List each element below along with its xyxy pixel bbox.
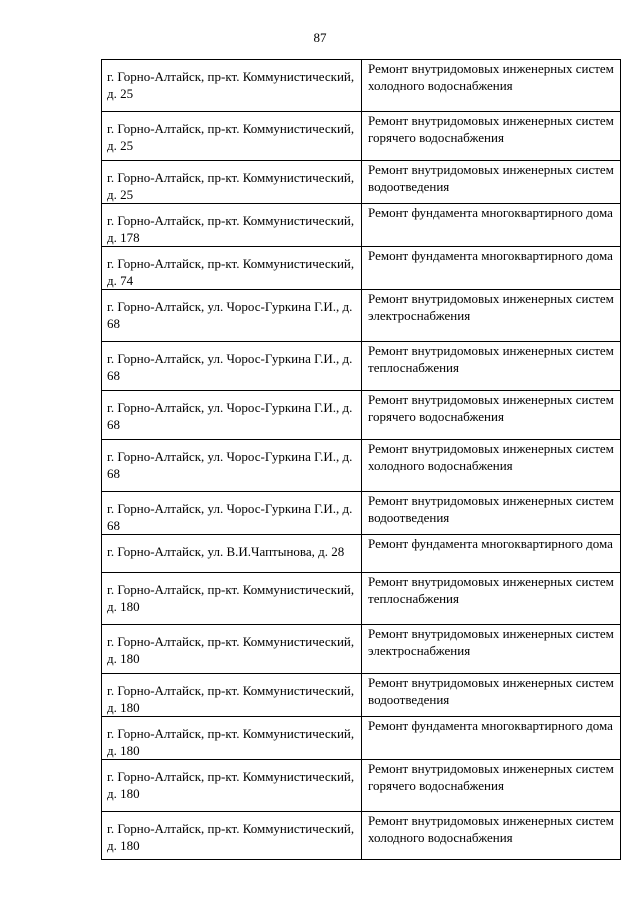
work-type-cell: Ремонт внутридомовых инженерных систем электроснабжения (362, 290, 621, 342)
work-type-cell: Ремонт внутридомовых инженерных систем горячего водоснабжения (362, 760, 621, 812)
table-row (102, 492, 621, 535)
table-row (102, 112, 621, 161)
address-cell: г. Горно-Алтайск, пр-кт. Коммунистический, д. 180 (102, 625, 362, 674)
work-type-cell: Ремонт внутридомовых инженерных систем теплоснабжения (362, 573, 621, 625)
work-type-cell: Ремонт внутридомовых инженерных систем электроснабжения (362, 625, 621, 674)
table-row (102, 204, 621, 247)
address-cell: г. Горно-Алтайск, пр-кт. Коммунистический, д. 25 (102, 112, 362, 161)
work-type-cell: Ремонт фундамента многоквартирного дома (362, 717, 621, 760)
table-row (102, 760, 621, 812)
table-row (102, 535, 621, 573)
work-type-cell: Ремонт внутридомовых инженерных систем холодного водоснабжения (362, 440, 621, 492)
table-row (102, 625, 621, 674)
address-cell: г. Горно-Алтайск, пр-кт. Коммунистический, д. 180 (102, 573, 362, 625)
address-cell: г. Горно-Алтайск, пр-кт. Коммунистический, д. 180 (102, 812, 362, 860)
address-cell: г. Горно-Алтайск, ул. Чорос-Гуркина Г.И., д. 68 (102, 440, 362, 492)
address-cell: г. Горно-Алтайск, ул. Чорос-Гуркина Г.И., д. 68 (102, 342, 362, 391)
table-row (102, 60, 621, 112)
work-type-cell: Ремонт внутридомовых инженерных систем горячего водоснабжения (362, 112, 621, 161)
work-type-cell: Ремонт внутридомовых инженерных систем водоотведения (362, 492, 621, 535)
table-row (102, 391, 621, 440)
address-cell: г. Горно-Алтайск, пр-кт. Коммунистический, д. 25 (102, 60, 362, 112)
address-cell: г. Горно-Алтайск, пр-кт. Коммунистический, д. 74 (102, 247, 362, 290)
address-cell: г. Горно-Алтайск, ул. Чорос-Гуркина Г.И., д. 68 (102, 492, 362, 535)
address-cell: г. Горно-Алтайск, пр-кт. Коммунистический, д. 180 (102, 760, 362, 812)
work-type-cell: Ремонт внутридомовых инженерных систем холодного водоснабжения (362, 812, 621, 860)
table-row (102, 440, 621, 492)
work-type-cell: Ремонт фундамента многоквартирного дома (362, 204, 621, 247)
page-number: 87 (313, 30, 327, 45)
address-cell: г. Горно-Алтайск, пр-кт. Коммунистический, д. 178 (102, 204, 362, 247)
work-type-cell: Ремонт внутридомовых инженерных систем холодного водоснабжения (362, 60, 621, 112)
work-type-cell: Ремонт фундамента многоквартирного дома (362, 247, 621, 290)
table-row (102, 247, 621, 290)
address-cell: г. Горно-Алтайск, пр-кт. Коммунистический, д. 25 (102, 161, 362, 204)
table-row (102, 290, 621, 342)
address-cell: г. Горно-Алтайск, пр-кт. Коммунистический, д. 180 (102, 717, 362, 760)
address-cell: г. Горно-Алтайск, пр-кт. Коммунистический, д. 180 (102, 674, 362, 717)
work-type-cell: Ремонт внутридомовых инженерных систем теплоснабжения (362, 342, 621, 391)
table-row (102, 674, 621, 717)
repair-works-table (101, 59, 621, 860)
table-row (102, 812, 621, 860)
address-cell: г. Горно-Алтайск, ул. В.И.Чаптынова, д. 28 (102, 535, 362, 573)
table-row (102, 573, 621, 625)
table-body (102, 60, 621, 860)
work-type-cell: Ремонт внутридомовых инженерных систем водоотведения (362, 674, 621, 717)
table-row (102, 342, 621, 391)
work-type-cell: Ремонт внутридомовых инженерных систем горячего водоснабжения (362, 391, 621, 440)
address-cell: г. Горно-Алтайск, ул. Чорос-Гуркина Г.И., д. 68 (102, 391, 362, 440)
table-row (102, 161, 621, 204)
address-cell: г. Горно-Алтайск, ул. Чорос-Гуркина Г.И., д. 68 (102, 290, 362, 342)
table-row (102, 717, 621, 760)
work-type-cell: Ремонт фундамента многоквартирного дома (362, 535, 621, 573)
work-type-cell: Ремонт внутридомовых инженерных систем водоотведения (362, 161, 621, 204)
